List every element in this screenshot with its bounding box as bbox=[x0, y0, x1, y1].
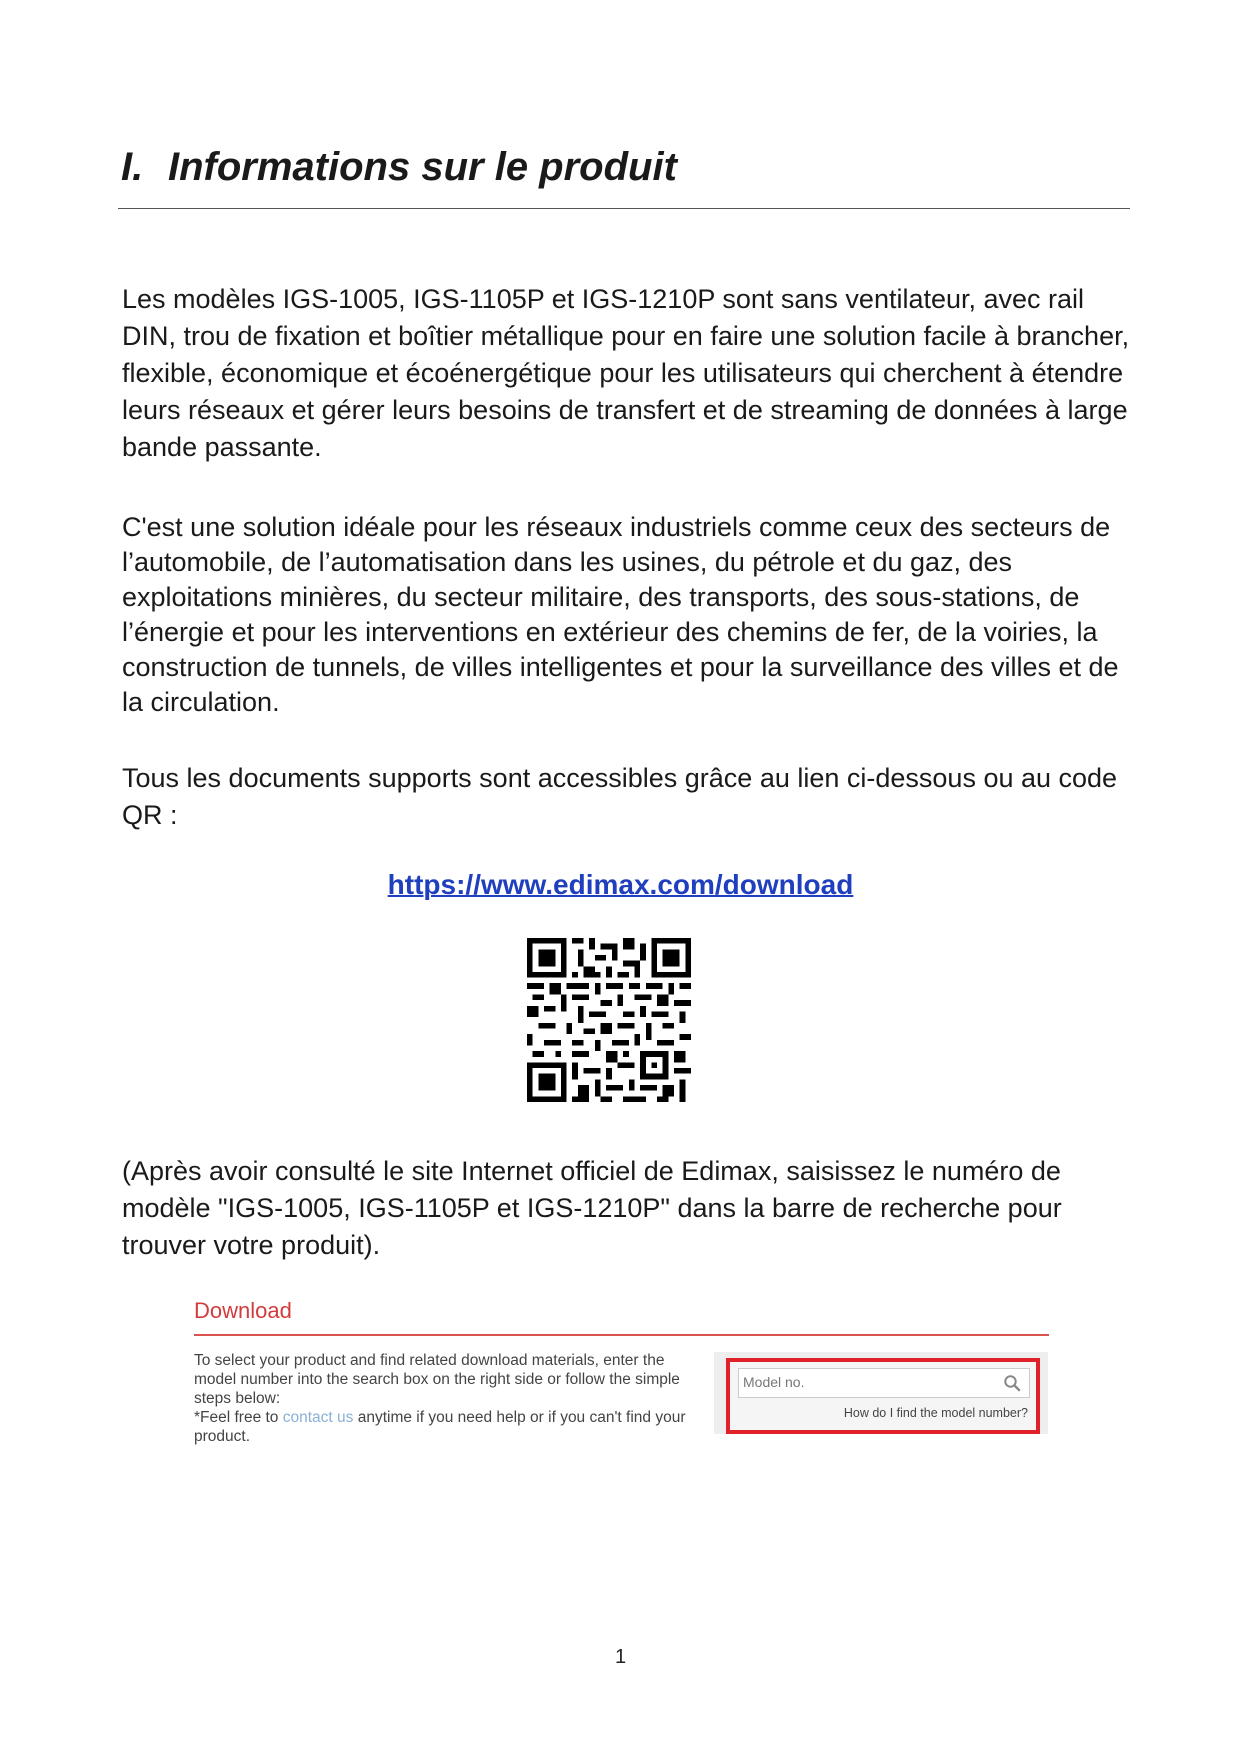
use-cases-paragraph: C'est une solution idéale pour les réseaux industriels comme ceux des secteurs de l’automobile, de l’automatisation dans les usines, du pétrole et du gaz, des exploitations minières, du secteur militaire, des transports, des sous-stations, de l’énergie et pour les interventions en extérieur des chemins de fer, de la voiries, la construction de tunnels, de villes intelligentes et pour la surveillance des villes et de la circulation. bbox=[122, 512, 1119, 717]
search-panel bbox=[714, 1352, 1048, 1434]
documents-paragraph: Tous les documents supports sont accessibles grâce au lien ci-dessous ou au code QR : bbox=[122, 763, 1118, 830]
download-page-screenshot bbox=[194, 1298, 1050, 1458]
description-help-suffix: anytime if you need help or if you can't find your product. bbox=[194, 1409, 686, 1445]
section-number: I. bbox=[121, 145, 144, 189]
contact-us-link[interactable]: contact us bbox=[282, 1409, 354, 1426]
download-page-description bbox=[194, 1351, 704, 1446]
section-title: Informations sur le produit bbox=[168, 145, 677, 189]
section-heading bbox=[121, 145, 677, 190]
download-link[interactable]: https://www.edimax.com/download bbox=[387, 869, 854, 900]
download-link-wrapper bbox=[0, 869, 1241, 901]
model-search-field bbox=[738, 1368, 1030, 1398]
model-search-input[interactable] bbox=[739, 1369, 997, 1395]
instructions-paragraph: (Après avoir consulté le site Internet officiel de Edimax, saisissez le numéro de modèle "IGS-1005, IGS-1105P et IGS-1210P" dans la barre de recherche pour trouver votre produit). bbox=[122, 1156, 1062, 1260]
qr-code-icon bbox=[527, 938, 691, 1102]
search-highlight-box bbox=[726, 1358, 1040, 1434]
page-number: 1 bbox=[614, 1646, 627, 1668]
description-help-prefix: *Feel free to bbox=[194, 1409, 283, 1426]
download-page-divider bbox=[194, 1334, 1049, 1336]
search-icon[interactable] bbox=[1003, 1374, 1021, 1392]
description-text: To select your product and find related download materials, enter the model number into the search box on the right side or follow the simple steps below: bbox=[194, 1352, 680, 1407]
intro-paragraph: Les modèles IGS-1005, IGS-1105P et IGS-1210P sont sans ventilateur, avec rail DIN, trou de fixation et boîtier métallique pour en faire une solution facile à brancher, flexible, économique et écoénergétique pour les utilisateurs qui cherchent à étendre leurs réseaux et gérer leurs besoins de transfert et de streaming de données à large bande passante. bbox=[122, 284, 1130, 462]
model-number-help-link[interactable]: How do I find the model number? bbox=[843, 1406, 1028, 1420]
heading-divider bbox=[118, 208, 1130, 209]
download-page-title: Download bbox=[194, 1298, 292, 1323]
